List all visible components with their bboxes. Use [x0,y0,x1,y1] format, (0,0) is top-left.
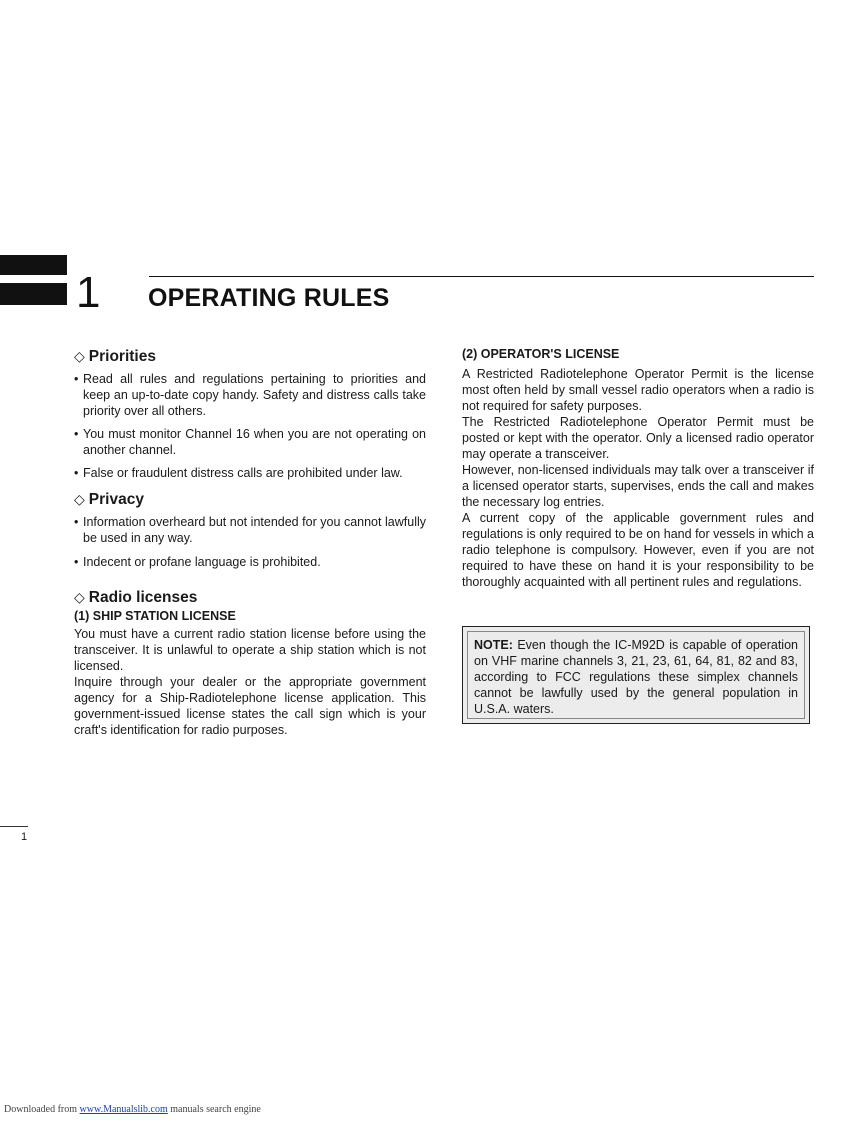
paragraph: A current copy of the applicable government rules and regulations is only required to be on hand for vessels in which a radio telephone is compulsory. However, even if you are not required to have these on hand it is your responsibility to be thoroughly acquainted with all pertinent rules and regulations. [462,511,814,589]
list-item-text: Indecent or profane language is prohibited. [83,555,321,569]
chapter-tab-bar-bottom [0,283,67,305]
diamond-icon: ◇ [74,589,85,605]
radio-licenses-heading [74,587,426,608]
bullet-icon: • [74,372,79,386]
footer-prefix: Downloaded from [4,1104,80,1115]
footer-suffix: manuals search engine [167,1104,261,1115]
list-item-text: You must monitor Channel 16 when you are not operating on another channel. [83,427,426,457]
manualslib-link[interactable]: www.Manualslib.com [79,1104,168,1115]
right-column [462,346,814,590]
paragraph: However, non-licensed individuals may talk over a transceiver if a licensed operator starts, supervises, ends the call and makes the necessary log entries. [462,463,814,509]
paragraph: The Restricted Radiotelephone Operator Permit must be posted or kept with the operator. Only a licensed radio operator may operate a transceiver. [462,415,814,461]
left-column [74,346,426,738]
list-item [74,554,426,570]
paragraph: You must have a current radio station license before using the transceiver. It is unlawful to operate a ship station which is not licensed. [74,627,426,673]
chapter-title: OPERATING RULES [148,284,390,312]
bullet-icon: • [74,555,79,569]
page-number-rule [0,826,28,827]
page-number: 1 [21,831,28,843]
list-item [74,514,426,546]
chapter-tab-bar-top [0,255,67,275]
chapter-number: 1 [76,268,101,317]
list-item [74,371,426,419]
list-item [74,465,426,481]
header-rule [149,276,814,277]
paragraph: Inquire through your dealer or the appropriate government agency for a Ship-Radiotelephone license application. This government-issued license states the call sign which is your craft's identification for radio purposes. [74,675,426,737]
diamond-icon: ◇ [74,348,85,364]
radio-licenses-heading-text: Radio licenses [88,589,198,606]
bullet-icon: • [74,466,79,480]
note-content [467,631,805,719]
priorities-heading-text: Priorities [88,348,156,365]
privacy-heading [74,489,426,510]
bullet-icon: • [74,515,79,529]
privacy-heading-text: Privacy [88,491,144,508]
list-item-text: Information overheard but not intended for you cannot lawfully be used in any way. [83,515,426,545]
priorities-heading [74,346,426,367]
download-footer [4,1104,261,1116]
paragraph: A Restricted Radiotelephone Operator Permit is the license most often held by small vessel radio operators when a radio is not required for safety purposes. [462,367,814,413]
list-item-text: Read all rules and regulations pertaining to priorities and keep an up-to-date copy handy. Safety and distress calls take priority over all others. [83,372,426,418]
note-text: Even though the IC-M92D is capable of operation on VHF marine channels 3, 21, 23, 61, 64, 81, 82 and 83, according to FCC regulations these simplex channels cannot be lawfully used by the general population in U.S.A. waters. [474,638,798,716]
note-box [462,626,810,724]
list-item-text: False or fraudulent distress calls are prohibited under law. [83,466,403,480]
operators-license-heading: (2) OPERATOR'S LICENSE [462,347,620,361]
diamond-icon: ◇ [74,491,85,507]
ship-station-license-heading: (1) SHIP STATION LICENSE [74,609,236,623]
list-item [74,426,426,458]
bullet-icon: • [74,427,79,441]
note-label: NOTE: [474,638,513,652]
